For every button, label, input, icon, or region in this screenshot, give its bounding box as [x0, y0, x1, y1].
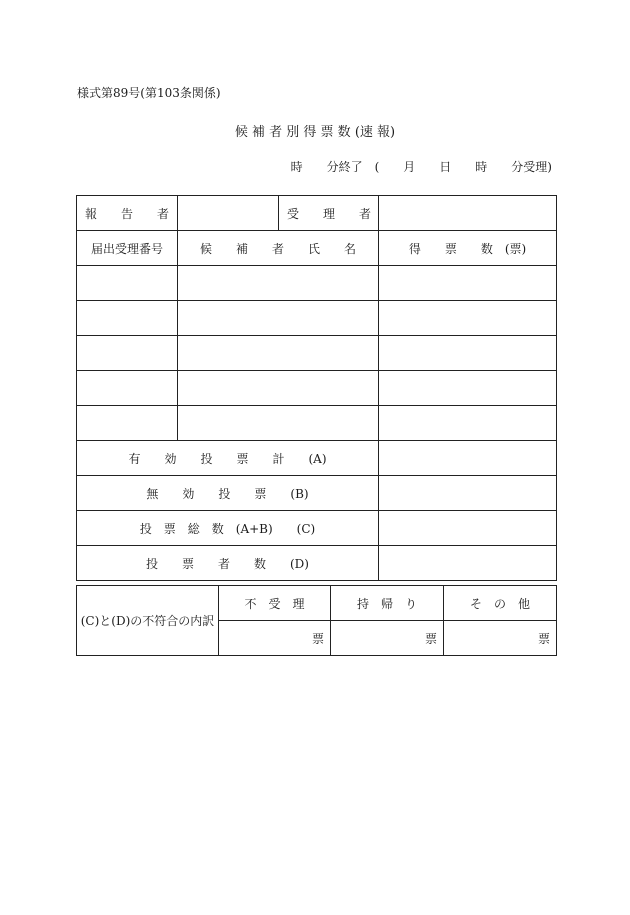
document-title: 候 補 者 別 得 票 数 (速 報)	[234, 125, 396, 140]
votes-cell[interactable]	[379, 266, 557, 301]
receiver-label: 受 理 者	[279, 196, 379, 231]
other-field[interactable]	[444, 621, 557, 656]
candidate-name-cell[interactable]	[178, 301, 379, 336]
ballot-unit: 票	[311, 631, 324, 646]
voter-count-label: 投 票 者 数 (D)	[77, 546, 379, 581]
filing-number-cell[interactable]	[77, 371, 178, 406]
filing-number-cell[interactable]	[77, 406, 178, 441]
voter-count-field[interactable]	[379, 546, 557, 581]
header-row	[77, 196, 557, 231]
reporter-label: 報 告 者	[77, 196, 178, 231]
table-row	[77, 406, 557, 441]
invalid-votes-label: 無 効 投 票 (B)	[77, 476, 379, 511]
vote-table	[76, 195, 557, 581]
receiver-field[interactable]	[379, 196, 557, 231]
taken-home-header: 持 帰 り	[331, 586, 444, 621]
filing-number-cell[interactable]	[77, 266, 178, 301]
votes-header: 得 票 数 (票)	[379, 231, 557, 266]
candidate-name-header: 候 補 者 氏 名	[178, 231, 379, 266]
ballot-unit: 票	[424, 631, 437, 646]
other-header: そ の 他	[444, 586, 557, 621]
valid-votes-label: 有 効 投 票 計 (A)	[77, 441, 379, 476]
filing-number-cell[interactable]	[77, 301, 178, 336]
total-votes-row	[77, 511, 557, 546]
invalid-votes-row	[77, 476, 557, 511]
table-row	[77, 371, 557, 406]
time-received-line: 時 分終了 ( 月 日 時 分受理)	[290, 160, 552, 174]
table-row	[77, 266, 557, 301]
table-row	[77, 301, 557, 336]
column-header-row	[77, 231, 557, 266]
total-votes-label: 投 票 総 数 (A+B) (C)	[77, 511, 379, 546]
filing-number-cell[interactable]	[77, 336, 178, 371]
votes-cell[interactable]	[379, 371, 557, 406]
discrepancy-label: (C)と(D)の不符合の内訳	[77, 586, 219, 656]
ballot-unit: 票	[537, 631, 550, 646]
filing-number-header: 届出受理番号	[77, 231, 178, 266]
total-votes-field[interactable]	[379, 511, 557, 546]
form-reference: 様式第89号(第103条関係)	[77, 86, 221, 100]
invalid-votes-field[interactable]	[379, 476, 557, 511]
candidate-name-cell[interactable]	[178, 406, 379, 441]
valid-votes-field[interactable]	[379, 441, 557, 476]
reporter-field[interactable]	[178, 196, 279, 231]
not-accepted-header: 不 受 理	[219, 586, 331, 621]
table-row	[77, 336, 557, 371]
candidate-name-cell[interactable]	[178, 336, 379, 371]
votes-cell[interactable]	[379, 301, 557, 336]
votes-cell[interactable]	[379, 336, 557, 371]
discrepancy-header-row	[77, 586, 557, 621]
candidate-name-cell[interactable]	[178, 371, 379, 406]
voter-count-row	[77, 546, 557, 581]
valid-votes-row	[77, 441, 557, 476]
votes-cell[interactable]	[379, 406, 557, 441]
not-accepted-field[interactable]	[219, 621, 331, 656]
discrepancy-table	[76, 585, 557, 656]
taken-home-field[interactable]	[331, 621, 444, 656]
candidate-name-cell[interactable]	[178, 266, 379, 301]
